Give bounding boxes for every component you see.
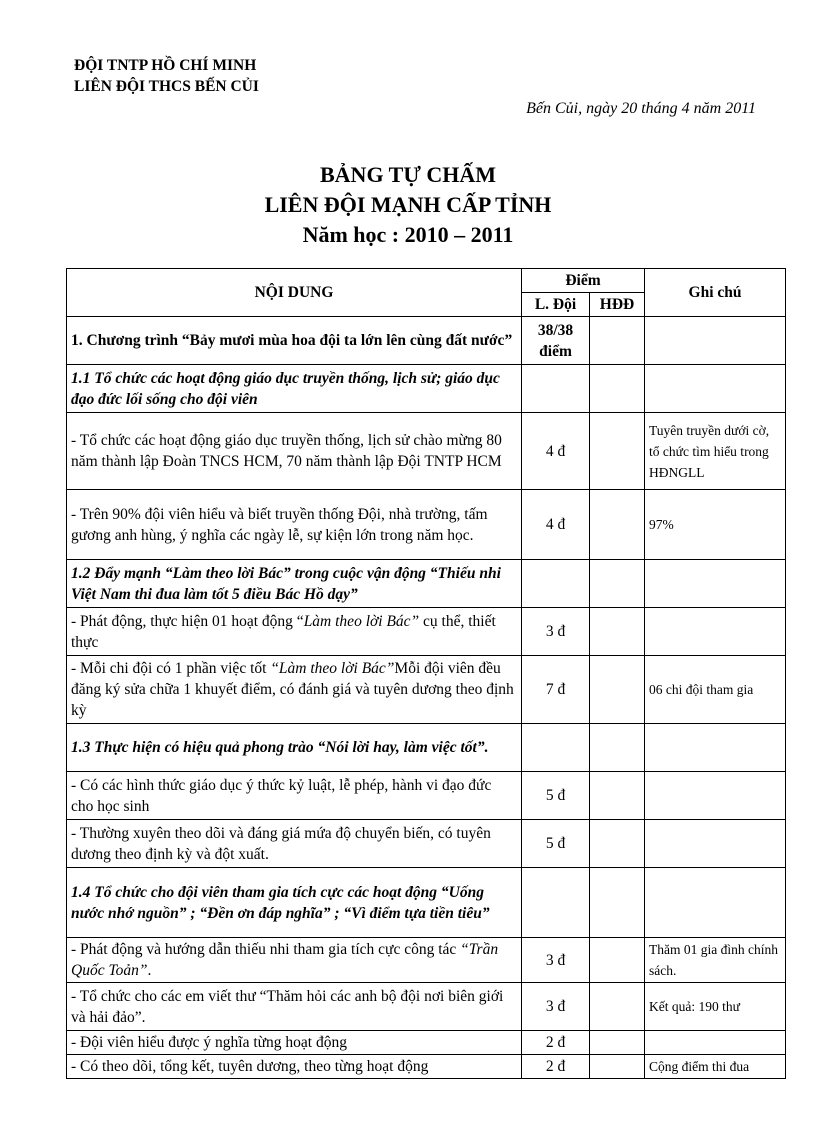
row-content: 1.1 Tổ chức các hoạt động giáo dục truyền thống, lịch sử; giáo dục đạo đức lối sống cho đội viên — [67, 365, 522, 413]
row-hdd — [590, 317, 645, 365]
row-score: 5 đ — [522, 820, 590, 868]
row-content-pre: - Phát động, thực hiện 01 hoạt động “ — [71, 612, 304, 630]
header-lien-doi: L. Đội — [522, 293, 590, 317]
row-hdd — [590, 365, 645, 413]
row-note — [645, 772, 786, 820]
table-row — [67, 365, 786, 413]
table-row — [67, 317, 786, 365]
row-score: 4 đ — [522, 490, 590, 560]
row-hdd — [590, 938, 645, 983]
table-row — [67, 820, 786, 868]
row-score — [522, 560, 590, 608]
row-content: - Thường xuyên theo dõi và đáng giá mứa độ chuyển biến, có tuyên dương theo định kỳ và đột xuất. — [67, 820, 522, 868]
row-content: 1.4 Tổ chức cho đội viên tham gia tích cực các hoạt động “Uống nước nhớ nguồn” ; “Đền ơn đáp nghĩa” ; “Vì điểm tựa tiền tiêu” — [67, 868, 522, 938]
title-line-1: BẢNG TỰ CHẤM — [320, 162, 496, 187]
row-hdd — [590, 490, 645, 560]
row-score: 7 đ — [522, 656, 590, 724]
organization-header — [74, 55, 259, 97]
row-hdd — [590, 1055, 645, 1079]
row-note — [645, 868, 786, 938]
row-hdd — [590, 772, 645, 820]
title-line-3: Năm học : 2010 – 2011 — [302, 222, 514, 247]
row-content: - Tổ chức cho các em viết thư “Thăm hỏi các anh bộ đội nơi biên giới và hải đảo”. — [67, 983, 522, 1031]
row-score — [522, 868, 590, 938]
row-hdd — [590, 656, 645, 724]
row-note — [645, 317, 786, 365]
row-content: 1.3 Thực hiện có hiệu quả phong trào “Nói lời hay, làm việc tốt”. — [67, 724, 522, 772]
row-hdd — [590, 983, 645, 1031]
org-line-2: LIÊN ĐỘI THCS BẾN CỦI — [74, 78, 259, 95]
row-score: 3 đ — [522, 983, 590, 1031]
table-row — [67, 656, 786, 724]
row-content-pre: - Phát động và hướng dẫn thiếu nhi tham gia tích cực công tác — [71, 941, 461, 958]
row-content: 1.2 Đẩy mạnh “Làm theo lời Bác” trong cuộc vận động “Thiếu nhi Việt Nam thi đua làm tốt 5 điều Bác Hồ dạy” — [67, 560, 522, 608]
row-content — [67, 608, 522, 656]
row-content — [67, 938, 522, 983]
table-row — [67, 868, 786, 938]
row-content: - Tổ chức các hoạt động giáo dục truyền thống, lịch sử chào mừng 80 năm thành lập Đoàn TNCS HCM, 70 năm thành lập Đội TNTP HCM — [67, 413, 522, 490]
row-hdd — [590, 868, 645, 938]
row-score: 2 đ — [522, 1031, 590, 1055]
row-hdd — [590, 1031, 645, 1055]
row-score: 38/38 điểm — [522, 317, 590, 365]
row-content: - Trên 90% đội viên hiểu và biết truyền thống Đội, nhà trường, tấm gương anh hùng, ý nghĩa các ngày lễ, sự kiện lớn trong năm học. — [67, 490, 522, 560]
header-score: Điểm — [522, 269, 645, 293]
row-hdd — [590, 820, 645, 868]
table-row — [67, 724, 786, 772]
table-row — [67, 1031, 786, 1055]
row-score: 4 đ — [522, 413, 590, 490]
row-content-italic: “Làm theo lời Bác” — [270, 660, 395, 677]
row-content-post: Mỗi đội viên đều đăng ký sửa chữa 1 khuyết điểm, có đánh giá và tuyên dương theo định kỳ — [71, 660, 514, 719]
row-content: 1. Chương trình “Bảy mươi mùa hoa đội ta lớn lên cùng đất nước” — [67, 317, 522, 365]
row-note: Kết quả: 190 thư — [645, 983, 786, 1031]
row-score — [522, 724, 590, 772]
row-note — [645, 560, 786, 608]
row-score: 2 đ — [522, 1055, 590, 1079]
row-score — [522, 365, 590, 413]
row-note — [645, 1031, 786, 1055]
row-content-post: . — [147, 962, 152, 979]
org-line-1: ĐỘI TNTP HỒ CHÍ MINH — [74, 57, 257, 74]
row-note — [645, 365, 786, 413]
row-hdd — [590, 560, 645, 608]
table-row — [67, 938, 786, 983]
table-row — [67, 560, 786, 608]
row-content: - Có theo dõi, tổng kết, tuyên dương, theo từng hoạt động — [67, 1055, 522, 1079]
header-hdd: HĐĐ — [590, 293, 645, 317]
row-score: 3 đ — [522, 938, 590, 983]
document-title — [0, 160, 816, 250]
row-content-post: cụ thể, thiết thực — [71, 612, 496, 651]
row-note: Thăm 01 gia đình chính sách. — [645, 938, 786, 983]
date-line: Bến Củi, ngày 20 tháng 4 năm 2011 — [526, 100, 756, 117]
row-content-italic: “Trần Quốc Toản” — [71, 941, 499, 979]
row-note — [645, 820, 786, 868]
row-note — [645, 724, 786, 772]
table-row — [67, 1055, 786, 1079]
row-note: 06 chi đội tham gia — [645, 656, 786, 724]
table-row — [67, 983, 786, 1031]
row-score: 3 đ — [522, 608, 590, 656]
row-note: Tuyên truyền dưới cờ, tổ chức tìm hiểu trong HĐNGLL — [645, 413, 786, 490]
row-note — [645, 608, 786, 656]
row-hdd — [590, 413, 645, 490]
row-content-italic: Làm theo lời Bác” — [303, 612, 420, 630]
table-row — [67, 413, 786, 490]
self-assessment-table — [66, 268, 786, 1079]
row-content — [67, 656, 522, 724]
row-content: - Có các hình thức giáo dục ý thức kỷ luật, lễ phép, hành vi đạo đức cho học sinh — [67, 772, 522, 820]
row-hdd — [590, 608, 645, 656]
table-row — [67, 490, 786, 560]
row-content-pre: - Mỗi chi đội có 1 phần việc tốt — [71, 660, 271, 677]
row-score: 5 đ — [522, 772, 590, 820]
header-note: Ghi chú — [645, 269, 786, 317]
row-note: 97% — [645, 490, 786, 560]
table-row — [67, 772, 786, 820]
row-note: Cộng điểm thi đua — [645, 1055, 786, 1079]
header-content: NỘI DUNG — [67, 269, 522, 317]
title-line-2: LIÊN ĐỘI MẠNH CẤP TỈNH — [264, 192, 552, 217]
table-row — [67, 608, 786, 656]
row-content: - Đội viên hiểu được ý nghĩa từng hoạt động — [67, 1031, 522, 1055]
row-hdd — [590, 724, 645, 772]
